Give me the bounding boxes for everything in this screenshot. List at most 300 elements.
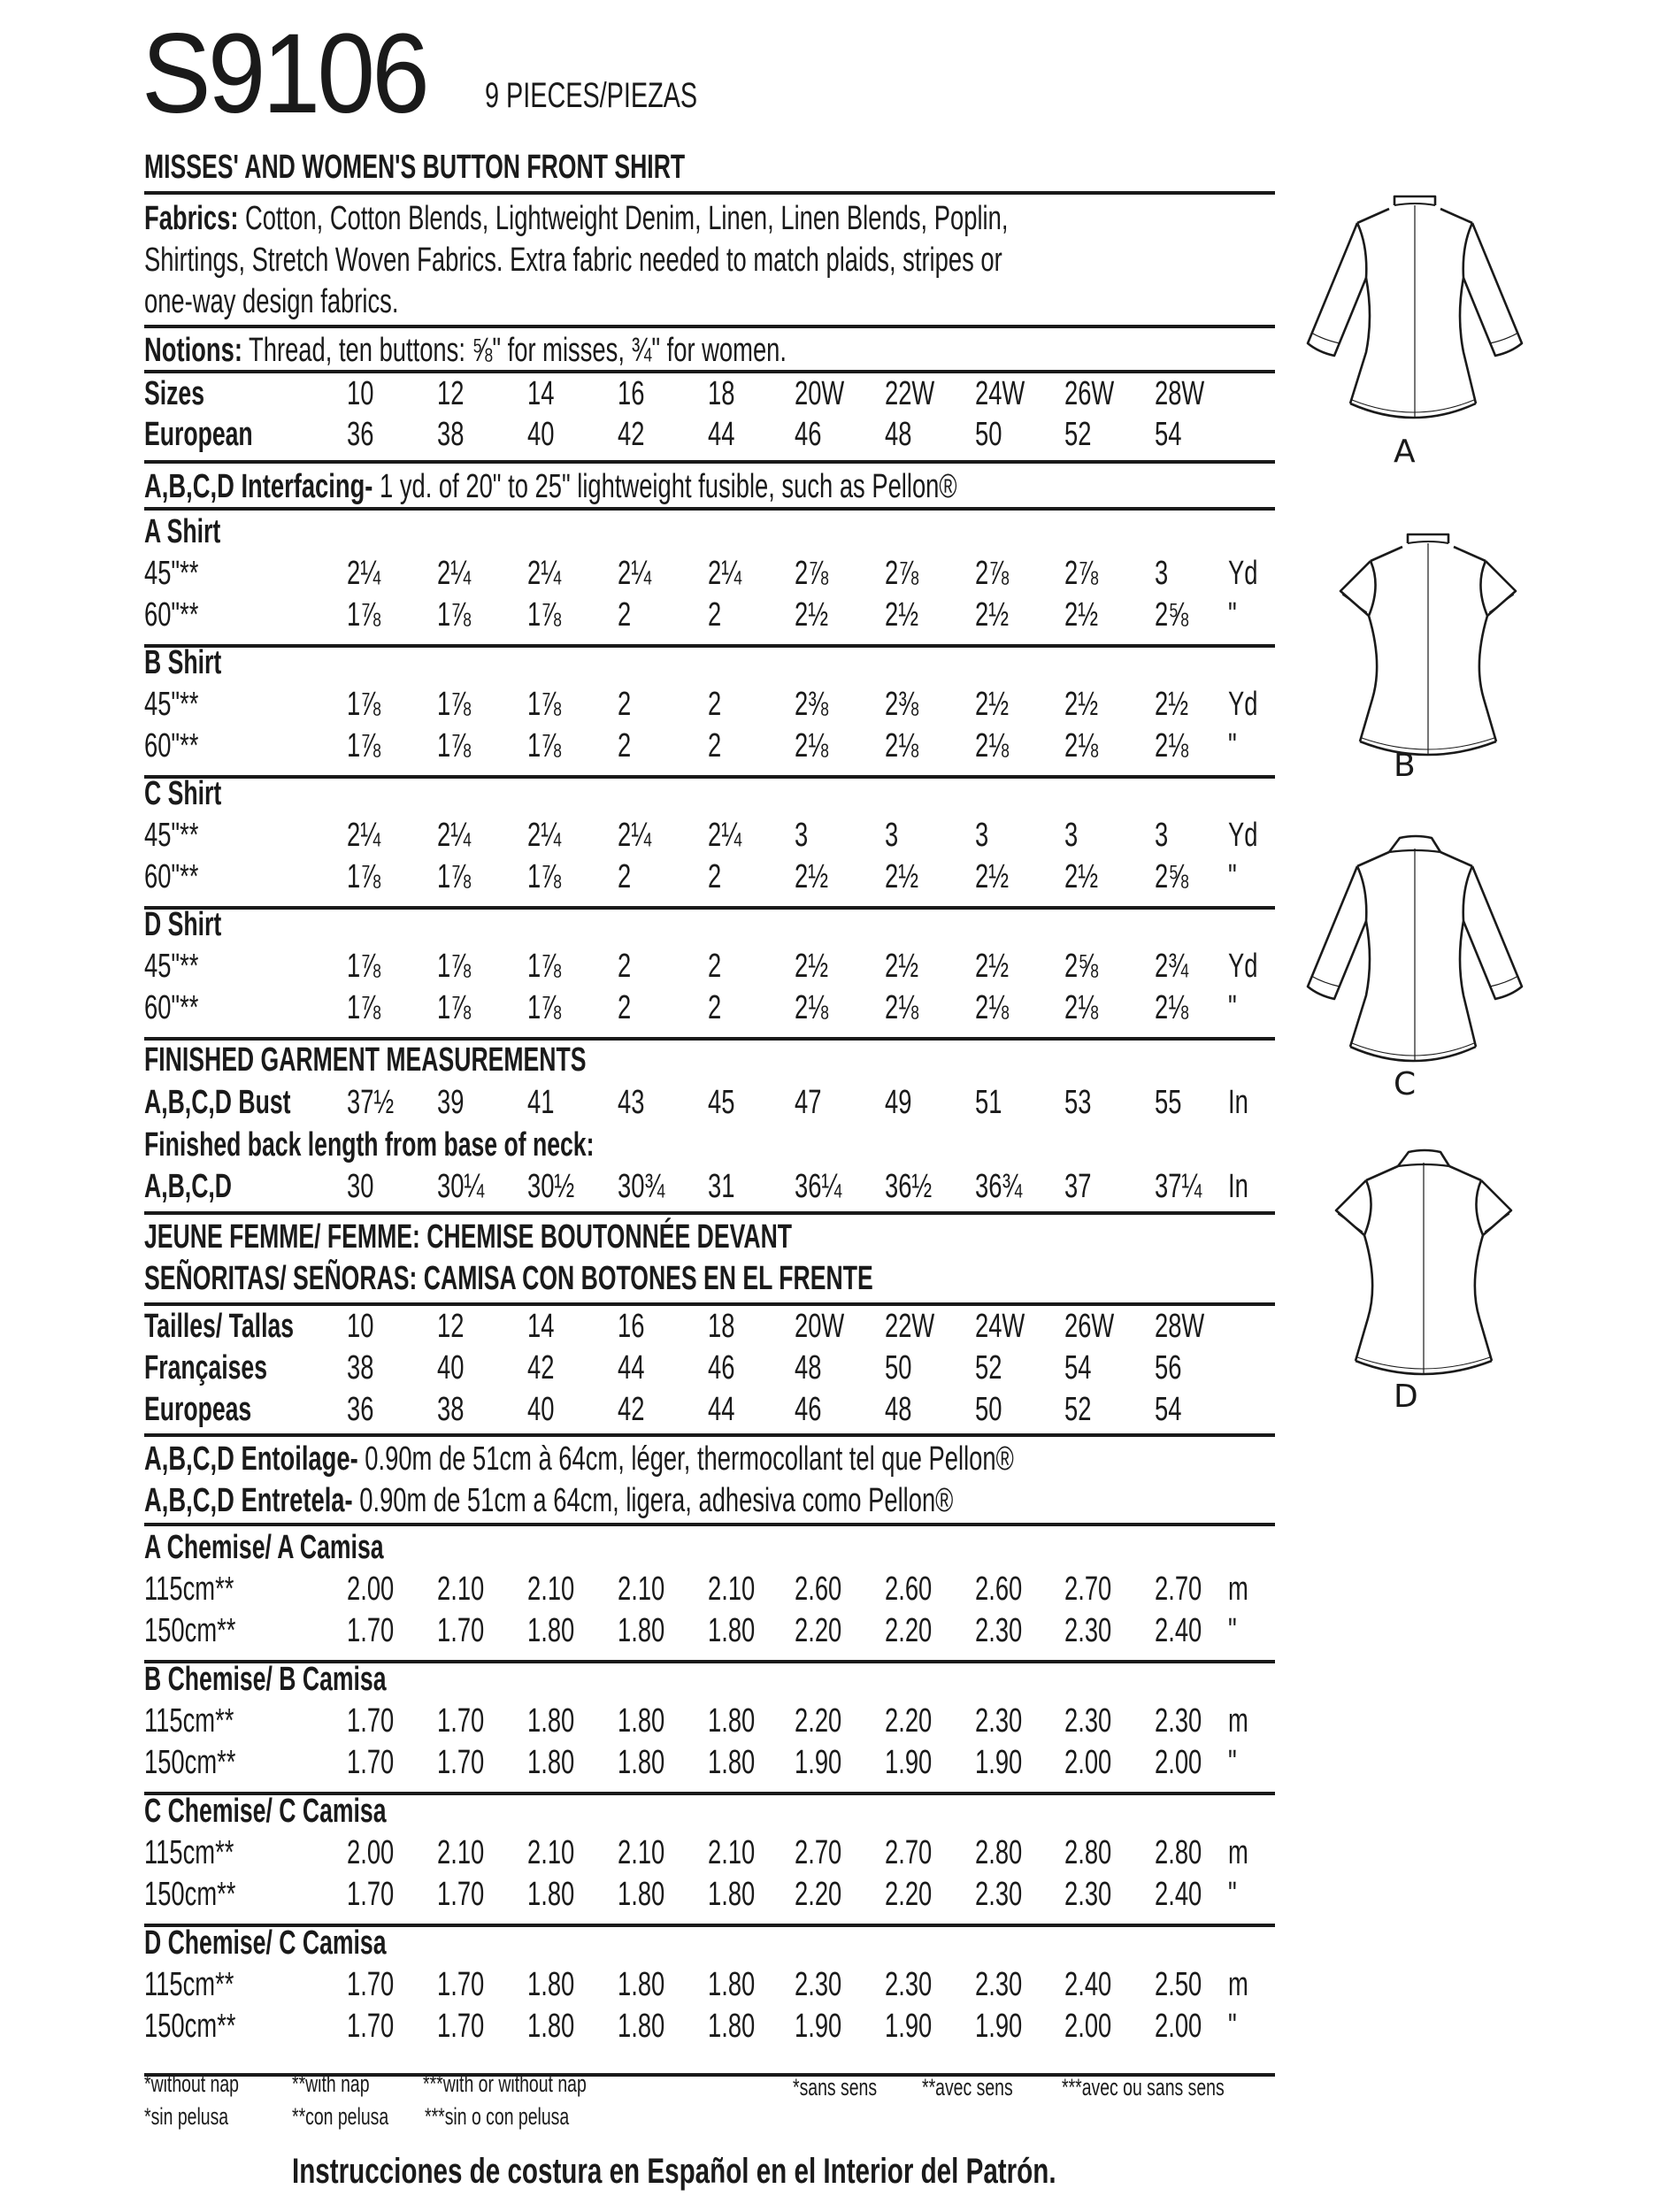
- finished-title: FINISHED GARMENT MEASUREMENTS: [144, 1041, 587, 1079]
- fabric-width-label: 45"**: [144, 686, 199, 723]
- table-cell: 46: [795, 416, 822, 453]
- fabric-width-label: 115cm**: [144, 1702, 234, 1740]
- footnote-fr: **avec sens: [922, 2074, 1013, 2101]
- divider: [144, 460, 1275, 464]
- view-b-illustration: [1314, 522, 1544, 787]
- table-cell: 1.80: [527, 1612, 575, 1649]
- table-cell: 1.80: [708, 2008, 756, 2045]
- table-cell: 2.10: [437, 1571, 485, 1608]
- table-cell: 2⅛: [975, 727, 1010, 764]
- table-cell: 1.80: [708, 1702, 756, 1740]
- sleeve-left: [1340, 561, 1371, 616]
- entretela-line: [144, 1480, 953, 1521]
- table-cell: 20W: [795, 1308, 845, 1345]
- table-cell: 2⅛: [975, 989, 1010, 1026]
- table-cell: 2.30: [795, 1966, 842, 2003]
- table-cell: 1.90: [795, 2008, 842, 2045]
- table-cell: 2.30: [975, 1876, 1023, 1913]
- table-cell: 2¼: [347, 817, 381, 854]
- table-cell: 16: [618, 1308, 645, 1345]
- fabric-width-label: 45"**: [144, 948, 199, 985]
- table-cell: 2.70: [795, 1834, 842, 1871]
- divider: [144, 191, 1275, 195]
- fabric-width-label: 60"**: [144, 858, 199, 895]
- table-cell: 1.80: [618, 2008, 665, 2045]
- table-cell: 14: [527, 1308, 555, 1345]
- table-cell: 2.60: [885, 1571, 933, 1608]
- footnote-fr: ***avec ou sans sens: [1062, 2074, 1225, 2101]
- table-cell: 2½: [795, 596, 829, 634]
- table-cell: 46: [708, 1349, 735, 1386]
- entretela-label: A,B,C,D Entretela-: [144, 1482, 353, 1519]
- entretela-text: 0.90m de 51cm a 64cm, ligera, adhesiva como Pellon®: [359, 1482, 954, 1519]
- table-cell: 1.80: [527, 2008, 575, 2045]
- cuff-right: [1490, 976, 1518, 987]
- view-title: C Shirt: [144, 775, 222, 812]
- table-cell: 2: [618, 686, 632, 723]
- unit-label: ": [1228, 596, 1237, 634]
- divider: [144, 644, 1275, 648]
- unit-label: ": [1228, 1744, 1237, 1781]
- view-a-illustration: [1301, 184, 1531, 449]
- view-letter: B: [1394, 748, 1416, 784]
- footnote-en: ***with or without nap: [423, 2070, 587, 2097]
- table-cell: 1.70: [437, 1744, 485, 1781]
- table-cell: 52: [975, 1349, 1002, 1386]
- table-cell: 40: [527, 1391, 555, 1428]
- table-cell: 2⅛: [1064, 989, 1099, 1026]
- table-cell: 2¼: [708, 817, 742, 854]
- side-right: [1475, 1180, 1492, 1361]
- table-cell: 2.70: [885, 1834, 933, 1871]
- table-cell: 2.30: [1064, 1612, 1112, 1649]
- fabric-width-label: 45"**: [144, 817, 199, 854]
- table-cell: 44: [708, 416, 735, 453]
- table-cell: 2: [708, 596, 722, 634]
- side-right: [1460, 223, 1476, 403]
- footnote-es: *sin pelusa: [144, 2103, 229, 2130]
- table-cell: 2.10: [618, 1834, 665, 1871]
- table-cell: 2⅛: [1155, 989, 1189, 1026]
- table-cell: 2.30: [1064, 1876, 1112, 1913]
- side-left: [1350, 866, 1370, 1047]
- table-cell: 1⅞: [347, 858, 381, 895]
- table-cell: 2.20: [795, 1876, 842, 1913]
- table-cell: 1⅞: [527, 948, 562, 985]
- table-cell: 2⅛: [795, 727, 829, 764]
- table-cell: 2¼: [708, 555, 742, 592]
- table-cell: 28W: [1155, 375, 1205, 412]
- table-cell: 2½: [975, 596, 1010, 634]
- footnote-es: **con pelusa: [292, 2103, 389, 2130]
- footnote-es: ***sin o con pelusa: [425, 2103, 570, 2130]
- table-cell: 2: [708, 948, 722, 985]
- table-cell: 2¼: [437, 555, 472, 592]
- entoilage-text: 0.90m de 51cm à 64cm, léger, thermocollant tel que Pellon®: [365, 1440, 1014, 1478]
- table-cell: 2.00: [1064, 2008, 1112, 2045]
- table-cell: 22W: [885, 1308, 935, 1345]
- table-cell: 2: [618, 948, 632, 985]
- table-cell: 1.70: [437, 2008, 485, 2045]
- table-cell: 1.70: [437, 1612, 485, 1649]
- table-cell: 44: [708, 1391, 735, 1428]
- cuff-left: [1311, 333, 1340, 343]
- table-cell: 2: [708, 686, 722, 723]
- table-cell: 2¼: [618, 817, 652, 854]
- table-cell: 2⅛: [885, 727, 919, 764]
- table-cell: 2½: [1064, 686, 1099, 723]
- europeas-label: Europeas: [144, 1391, 252, 1428]
- table-cell: 1.80: [618, 1702, 665, 1740]
- table-cell: 45: [708, 1084, 735, 1121]
- table-cell: 2.20: [885, 1876, 933, 1913]
- entoilage-line: [144, 1439, 1014, 1479]
- table-cell: 2.20: [795, 1702, 842, 1740]
- view-letter: D: [1394, 1379, 1418, 1415]
- table-cell: 30½: [527, 1168, 575, 1205]
- table-cell: 1.80: [527, 1966, 575, 2003]
- sleeve-hem-right: [1489, 595, 1514, 612]
- cuff-left: [1311, 976, 1340, 987]
- divider: [144, 1433, 1275, 1437]
- table-cell: 1.80: [708, 1966, 756, 2003]
- table-cell: 2: [708, 727, 722, 764]
- table-cell: 24W: [975, 1308, 1025, 1345]
- table-cell: 26W: [1064, 375, 1115, 412]
- table-cell: 1⅞: [437, 858, 472, 895]
- fabrics-text-2: Shirtings, Stretch Woven Fabrics. Extra fabric needed to match plaids, stripes or: [144, 242, 1002, 279]
- divider: [144, 1211, 1275, 1215]
- table-cell: 43: [618, 1084, 645, 1121]
- table-cell: 1.90: [795, 1744, 842, 1781]
- table-cell: 1⅞: [527, 727, 562, 764]
- side-right: [1479, 561, 1496, 741]
- table-cell: 1⅞: [347, 686, 381, 723]
- table-cell: 2.20: [885, 1612, 933, 1649]
- shoulder-line: [1449, 1166, 1481, 1180]
- table-cell: 36: [347, 1391, 374, 1428]
- table-cell: 39: [437, 1084, 465, 1121]
- table-cell: 53: [1064, 1084, 1092, 1121]
- shirt-back-view-icon: [1314, 522, 1544, 787]
- table-cell: 49: [885, 1084, 912, 1121]
- shirt-back-view-icon: [1310, 1141, 1540, 1407]
- table-cell: 52: [1064, 1391, 1092, 1428]
- view-title: D Shirt: [144, 906, 222, 943]
- table-cell: 1.80: [708, 1612, 756, 1649]
- pattern-title-fr: JEUNE FEMME/ FEMME: CHEMISE BOUTONNÉE DEVANT: [144, 1218, 793, 1256]
- footnote-en: *without nap: [144, 2070, 239, 2097]
- table-cell: 2.70: [1064, 1571, 1112, 1608]
- table-cell: 2½: [975, 948, 1010, 985]
- table-cell: 2.10: [437, 1834, 485, 1871]
- table-cell: 1⅞: [527, 858, 562, 895]
- table-cell: 3: [885, 817, 899, 854]
- table-cell: 1.80: [527, 1744, 575, 1781]
- unit-label: ": [1228, 858, 1237, 895]
- table-cell: 18: [708, 1308, 735, 1345]
- table-cell: 2: [618, 858, 632, 895]
- table-cell: 2½: [885, 596, 919, 634]
- sleeve-right: [1481, 1180, 1511, 1235]
- table-cell: 2: [708, 858, 722, 895]
- table-cell: 1⅞: [437, 727, 472, 764]
- unit-label: Yd: [1228, 555, 1258, 592]
- table-cell: 2.30: [975, 1966, 1023, 2003]
- fabric-width-label: 60"**: [144, 727, 199, 764]
- table-cell: 1⅞: [347, 727, 381, 764]
- sleeve-hem-left: [1342, 595, 1367, 612]
- table-cell: 46: [795, 1391, 822, 1428]
- table-cell: 3: [1155, 817, 1169, 854]
- shoulder-line: [1454, 547, 1486, 561]
- table-cell: 1.80: [708, 1876, 756, 1913]
- fabric-width-label: 150cm**: [144, 1612, 236, 1649]
- table-cell: 1⅞: [347, 989, 381, 1026]
- table-cell: 50: [975, 1391, 1002, 1428]
- table-cell: 47: [795, 1084, 822, 1121]
- table-cell: 30¾: [618, 1168, 665, 1205]
- sizes-label: Sizes: [144, 375, 205, 412]
- table-cell: 1⅞: [527, 596, 562, 634]
- fabrics-label: Fabrics:: [144, 200, 239, 237]
- table-cell: 1.70: [437, 1966, 485, 2003]
- fabric-width-label: 150cm**: [144, 1744, 236, 1781]
- table-cell: 2: [618, 727, 632, 764]
- table-cell: 2.80: [1064, 1834, 1112, 1871]
- table-cell: 1.80: [527, 1876, 575, 1913]
- table-cell: 54: [1155, 416, 1182, 453]
- table-cell: 1.70: [347, 1744, 395, 1781]
- divider: [144, 325, 1275, 328]
- table-cell: 1⅞: [437, 989, 472, 1026]
- table-cell: 1.90: [885, 1744, 933, 1781]
- table-cell: 2½: [1064, 858, 1099, 895]
- footnote-fr: *sans sens: [793, 2074, 878, 2101]
- table-cell: 1.90: [885, 2008, 933, 2045]
- table-cell: 14: [527, 375, 555, 412]
- table-cell: 37: [1064, 1168, 1092, 1205]
- back-length-title: Finished back length from base of neck:: [144, 1126, 595, 1164]
- unit-label: ": [1228, 1876, 1237, 1913]
- table-cell: 2.30: [885, 1966, 933, 2003]
- table-cell: 3: [795, 817, 809, 854]
- pattern-number: S9106: [142, 11, 427, 137]
- table-cell: 48: [795, 1349, 822, 1386]
- table-cell: 2.40: [1155, 1612, 1202, 1649]
- table-cell: 2.40: [1155, 1876, 1202, 1913]
- view-title: C Chemise/ C Camisa: [144, 1793, 387, 1830]
- table-cell: 2⅞: [975, 555, 1010, 592]
- sleeve-hem-right: [1485, 1214, 1509, 1232]
- table-cell: 1.90: [975, 1744, 1023, 1781]
- shoulder-line: [1366, 1166, 1398, 1180]
- table-cell: 2.30: [1155, 1702, 1202, 1740]
- side-left: [1350, 223, 1370, 403]
- table-cell: 1.70: [347, 2008, 395, 2045]
- table-cell: 2.30: [975, 1612, 1023, 1649]
- table-cell: 10: [347, 375, 374, 412]
- shirt-back-view-icon: [1301, 827, 1531, 1093]
- table-cell: 2⅝: [1155, 858, 1189, 895]
- fabric-width-label: 60"**: [144, 596, 199, 634]
- table-cell: 1⅞: [437, 686, 472, 723]
- francaises-label: Françaises: [144, 1349, 268, 1386]
- table-cell: 3: [975, 817, 989, 854]
- table-cell: 2.20: [885, 1702, 933, 1740]
- table-cell: 2¼: [527, 817, 562, 854]
- table-cell: 2.30: [975, 1702, 1023, 1740]
- table-cell: 24W: [975, 375, 1025, 412]
- table-cell: 42: [618, 1391, 645, 1428]
- sleeve-right: [1486, 561, 1516, 616]
- table-cell: 52: [1064, 416, 1092, 453]
- table-cell: 50: [975, 416, 1002, 453]
- table-cell: 20W: [795, 375, 845, 412]
- side-left: [1360, 561, 1377, 741]
- fabric-width-label: 45"**: [144, 555, 199, 592]
- table-cell: 1.80: [527, 1702, 575, 1740]
- tailles-label: Tailles/ Tallas: [144, 1308, 295, 1345]
- table-cell: 2.00: [347, 1571, 395, 1608]
- table-cell: 2½: [885, 858, 919, 895]
- table-cell: 2⅜: [795, 686, 829, 723]
- table-cell: 2: [618, 989, 632, 1026]
- table-cell: 1.80: [618, 1612, 665, 1649]
- table-cell: 2.20: [795, 1612, 842, 1649]
- spanish-instructions-note: Instrucciones de costura en Español en el Interior del Patrón.: [292, 2152, 1056, 2191]
- shoulder-line: [1357, 209, 1389, 223]
- table-cell: 48: [885, 1391, 912, 1428]
- table-cell: 48: [885, 416, 912, 453]
- view-title: B Shirt: [144, 644, 222, 681]
- interfacing-text: 1 yd. of 20" to 25" lightweight fusible, such as Pellon®: [380, 468, 957, 505]
- divider: [144, 906, 1275, 910]
- table-cell: 2¾: [1155, 948, 1189, 985]
- view-c-illustration: [1301, 827, 1531, 1093]
- table-cell: 1.70: [437, 1876, 485, 1913]
- shoulder-line: [1357, 852, 1389, 866]
- table-cell: 2.10: [527, 1571, 575, 1608]
- unit-label: m: [1228, 1966, 1248, 2003]
- pattern-title-es: SEÑORITAS/ SEÑORAS: CAMISA CON BOTONES EN EL FRENTE: [144, 1260, 873, 1297]
- table-cell: 2.10: [527, 1834, 575, 1871]
- back-length-label: A,B,C,D: [144, 1168, 233, 1205]
- table-cell: 2.00: [1155, 2008, 1202, 2045]
- fabrics-text-1: Cotton, Cotton Blends, Lightweight Denim, Linen, Linen Blends, Poplin,: [245, 200, 1009, 237]
- table-cell: 1⅞: [527, 686, 562, 723]
- fabrics-text-3: one-way design fabrics.: [144, 283, 399, 320]
- table-cell: 1⅞: [527, 989, 562, 1026]
- table-cell: 2.30: [1064, 1702, 1112, 1740]
- cuff-right: [1490, 333, 1518, 343]
- table-cell: 42: [618, 416, 645, 453]
- table-cell: 26W: [1064, 1308, 1115, 1345]
- shirt-back-view-icon: [1301, 184, 1531, 449]
- collar-base-line: [1408, 541, 1448, 543]
- table-cell: 2½: [975, 858, 1010, 895]
- table-cell: 2½: [795, 858, 829, 895]
- unit-label: In: [1228, 1084, 1248, 1121]
- table-cell: 2.00: [1064, 1744, 1112, 1781]
- table-cell: 1.90: [975, 2008, 1023, 2045]
- table-cell: 31: [708, 1168, 735, 1205]
- table-cell: 10: [347, 1308, 374, 1345]
- table-cell: 22W: [885, 375, 935, 412]
- shoulder-line: [1371, 547, 1402, 561]
- unit-label: m: [1228, 1702, 1248, 1740]
- view-title: D Chemise/ C Camisa: [144, 1924, 387, 1962]
- table-cell: 1⅞: [347, 596, 381, 634]
- table-cell: 2.00: [347, 1834, 395, 1871]
- fabric-width-label: 115cm**: [144, 1571, 234, 1608]
- table-cell: 1.70: [437, 1702, 485, 1740]
- view-title: B Chemise/ B Camisa: [144, 1661, 387, 1698]
- table-cell: 2.10: [618, 1571, 665, 1608]
- table-cell: 2⅝: [1064, 948, 1099, 985]
- table-cell: 1.80: [618, 1876, 665, 1913]
- interfacing-label: A,B,C,D Interfacing-: [144, 468, 373, 505]
- table-cell: 2.10: [708, 1571, 756, 1608]
- table-cell: 2½: [975, 686, 1010, 723]
- table-cell: 2.80: [975, 1834, 1023, 1871]
- table-cell: 38: [437, 1391, 465, 1428]
- view-letter: C: [1394, 1066, 1417, 1102]
- table-cell: 1.80: [618, 1966, 665, 2003]
- table-cell: 2½: [795, 948, 829, 985]
- notions-line: [144, 330, 787, 371]
- sleeve-hem-left: [1338, 1214, 1363, 1232]
- divider: [144, 370, 1275, 373]
- table-cell: 2⅞: [795, 555, 829, 592]
- unit-label: ": [1228, 2008, 1237, 2045]
- table-cell: 37½: [347, 1084, 395, 1121]
- unit-label: In: [1228, 1168, 1248, 1205]
- sleeve-left: [1336, 1180, 1366, 1235]
- table-cell: 16: [618, 375, 645, 412]
- table-cell: 1.80: [708, 1744, 756, 1781]
- table-cell: 1⅞: [437, 596, 472, 634]
- table-cell: 2.40: [1064, 1966, 1112, 2003]
- divider: [144, 1037, 1275, 1041]
- table-cell: 55: [1155, 1084, 1182, 1121]
- table-cell: 1⅞: [437, 948, 472, 985]
- table-cell: 36½: [885, 1168, 933, 1205]
- interfacing-line: [144, 466, 957, 507]
- entoilage-label: A,B,C,D Entoilage-: [144, 1440, 358, 1478]
- table-cell: 1⅞: [347, 948, 381, 985]
- table-cell: 3: [1155, 555, 1169, 592]
- table-cell: 3: [1064, 817, 1079, 854]
- table-cell: 2⅜: [885, 686, 919, 723]
- fabric-width-label: 115cm**: [144, 1966, 234, 2003]
- european-label: European: [144, 416, 253, 453]
- table-cell: 28W: [1155, 1308, 1205, 1345]
- table-cell: 2.60: [795, 1571, 842, 1608]
- fabric-width-label: 150cm**: [144, 2008, 236, 2045]
- fabric-width-label: 150cm**: [144, 1876, 236, 1913]
- side-right: [1460, 866, 1476, 1047]
- table-cell: 30: [347, 1168, 374, 1205]
- table-cell: 38: [437, 416, 465, 453]
- fabric-width-label: 115cm**: [144, 1834, 234, 1871]
- unit-label: ": [1228, 727, 1237, 764]
- table-cell: 2⅛: [1155, 727, 1189, 764]
- table-cell: 40: [527, 416, 555, 453]
- collar-base-line: [1394, 204, 1435, 205]
- table-cell: 42: [527, 1349, 555, 1386]
- table-cell: 2⅞: [885, 555, 919, 592]
